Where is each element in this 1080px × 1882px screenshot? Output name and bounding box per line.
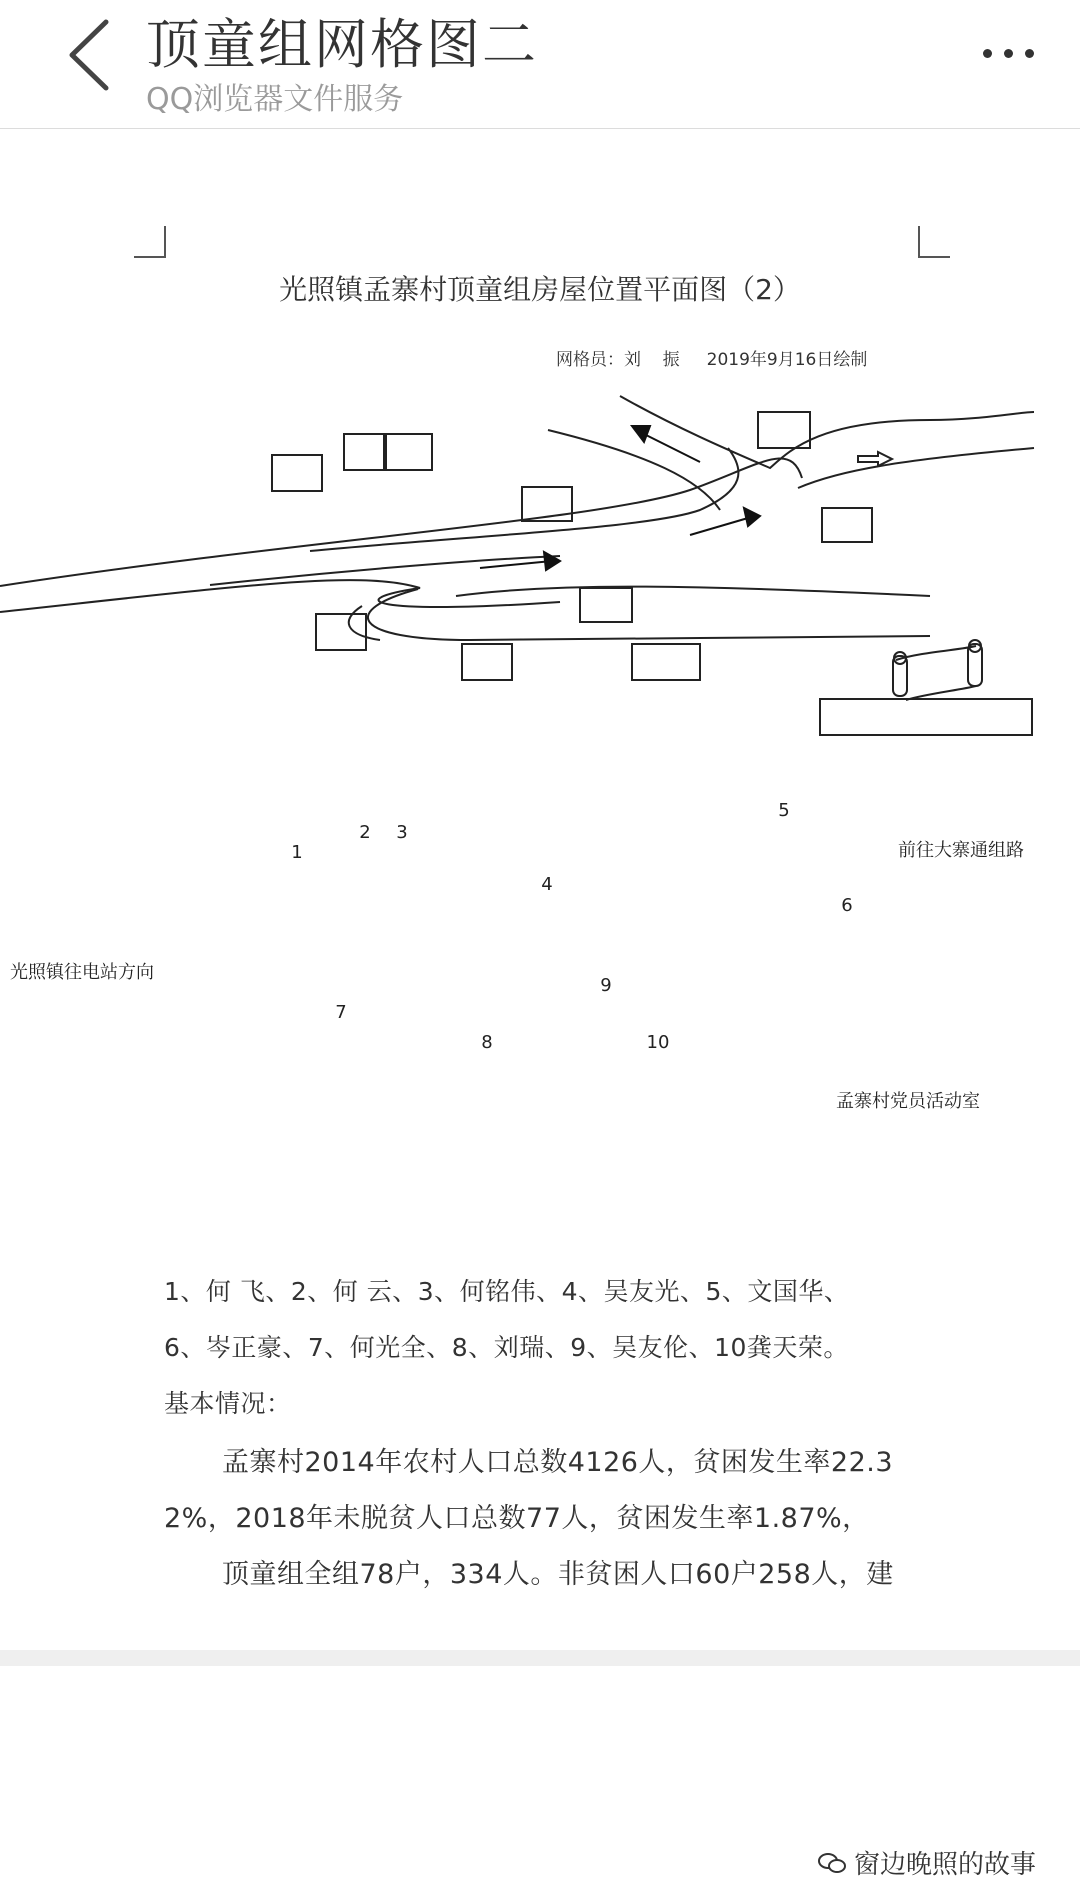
road-line <box>368 589 930 640</box>
road-line <box>620 396 1034 468</box>
page-subtitle: QQ浏览器文件服务 <box>146 82 404 117</box>
house-number: 6 <box>841 895 853 916</box>
house-location-map <box>0 380 1080 750</box>
text-line: 基本情况： <box>164 1389 292 1418</box>
road-line <box>210 556 560 585</box>
house-number: 9 <box>600 975 612 996</box>
house-box <box>632 644 700 680</box>
house-box <box>316 614 366 650</box>
house-box <box>384 434 432 470</box>
map-credit: 网格员：刘 振 2019年9月16日绘制 <box>556 350 868 370</box>
road-label-right: 前往大寨通组路 <box>898 840 1024 861</box>
watermark <box>818 1844 1036 1881</box>
text-line: 1、何 飞、2、何 云、3、何铭伟、4、吴友光、5、文国华、 <box>164 1277 850 1306</box>
more-dot <box>1004 49 1013 58</box>
house-box <box>272 455 322 491</box>
text-line: 6、岑正豪、7、何光全、8、刘瑞、9、吴友伦、10龚天荣。 <box>164 1333 849 1362</box>
house-box <box>462 644 512 680</box>
page-corner-mark <box>134 226 166 258</box>
road-line <box>798 448 1034 488</box>
back-button[interactable] <box>58 18 128 92</box>
house-box <box>344 434 386 470</box>
map-title: 光照镇孟寨村顶童组房屋位置平面图（2） <box>279 273 801 306</box>
house-box <box>580 588 632 622</box>
chevron-left-icon <box>58 18 128 92</box>
road-label-left: 光照镇往电站方向 <box>10 962 154 983</box>
direction-arrow <box>690 518 748 535</box>
text-line: 2%，2018年未脱贫人口总数77人，贫困发生率1.87%， <box>164 1503 870 1534</box>
more-dot <box>1025 49 1034 58</box>
activity-room-label: 孟寨村党员活动室 <box>836 1091 980 1112</box>
more-horizontal-icon <box>983 49 992 58</box>
wechat-icon <box>818 1852 846 1874</box>
text-line: 孟寨村2014年农村人口总数4126人，贫困发生率22.3 <box>222 1447 894 1478</box>
page-corner-mark <box>918 226 950 258</box>
road-line <box>310 448 738 551</box>
road-line <box>456 587 930 596</box>
house-number: 2 <box>359 822 371 843</box>
house-number: 10 <box>646 1032 670 1053</box>
house-number: 4 <box>541 874 553 895</box>
direction-arrow <box>640 432 700 462</box>
page-title: 顶童组网格图二 <box>146 13 538 76</box>
watermark-text: 窗边晚照的故事 <box>854 1850 1037 1880</box>
house-number: 5 <box>778 800 790 821</box>
arrow-head <box>632 426 650 442</box>
road-line <box>0 580 560 612</box>
arrow-head <box>744 508 760 526</box>
text-line: 顶童组全组78户，334人。非贫困人口60户258人，建 <box>222 1559 894 1590</box>
direction-arrow <box>480 561 552 568</box>
house-number: 3 <box>396 822 408 843</box>
page-separator <box>0 1650 1080 1666</box>
house-number: 7 <box>335 1002 347 1023</box>
house-number: 1 <box>291 842 303 863</box>
activity-room-box <box>820 699 1032 735</box>
arrow-head <box>544 552 560 570</box>
house-number: 8 <box>481 1032 493 1053</box>
road-line <box>349 606 380 640</box>
house-box <box>758 412 810 448</box>
scroll-icon <box>893 640 982 700</box>
app-header <box>0 0 1080 129</box>
house-box <box>822 508 872 542</box>
more-button[interactable] <box>958 30 1058 76</box>
road-line <box>548 430 720 510</box>
